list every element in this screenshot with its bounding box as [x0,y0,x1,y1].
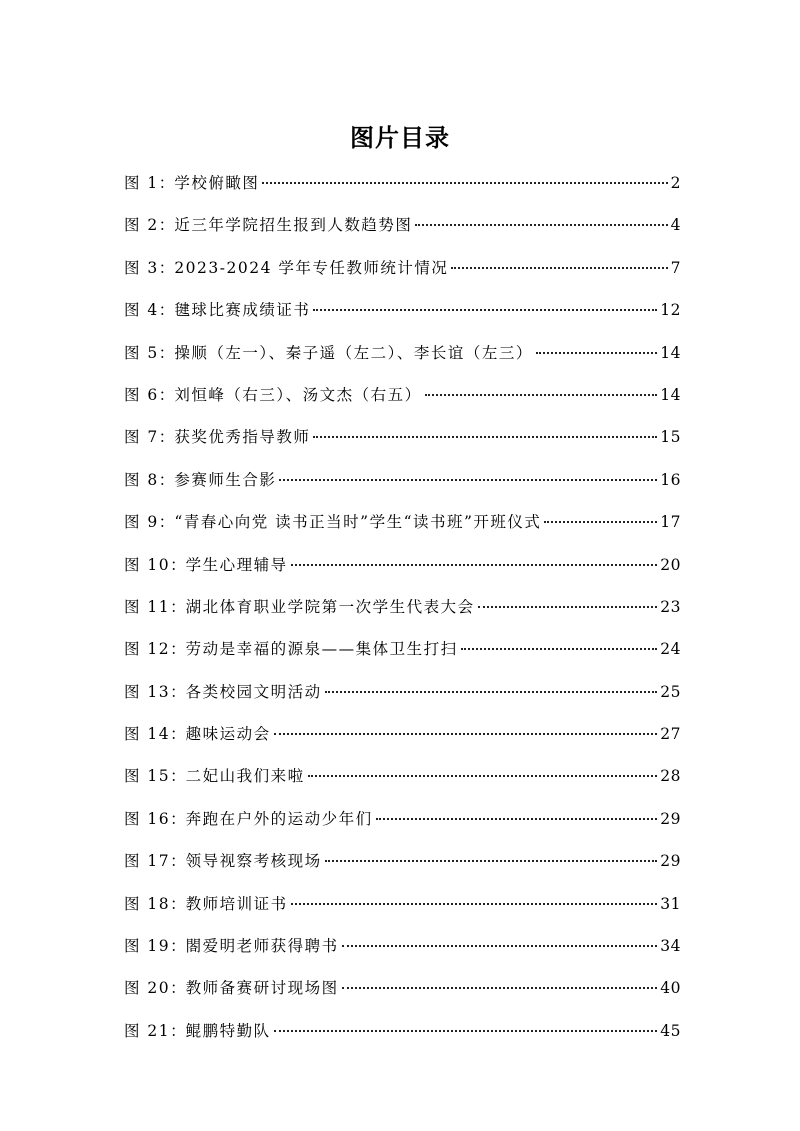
label-separator: ： [158,513,175,532]
dot-leader [308,775,658,777]
toc-entry[interactable] [124,929,681,971]
label-separator: ： [158,343,175,362]
label-separator: ： [158,174,175,192]
dot-leader [425,394,658,396]
figure-number: 图 19 [124,937,171,956]
label-separator: ： [158,385,175,404]
dot-leader [451,267,667,269]
toc-entry[interactable] [124,887,681,929]
figure-caption: 2023-2024 学年专任教师统计情况 [174,258,449,277]
figure-number: 图 5 [124,343,159,362]
toc-entry[interactable] [124,759,681,801]
page-number: 2 [670,174,681,192]
dot-leader [536,352,657,354]
toc-entry[interactable] [124,208,681,250]
label-separator: ： [170,852,186,871]
page-number: 45 [660,1021,681,1040]
figure-caption: 操顺（左一）、秦子遥（左二）、李长谊（左三） [174,343,533,362]
figure-number: 图 17 [124,852,171,871]
figure-caption: 閤爱明老师获得聘书 [185,937,339,956]
page-number: 12 [660,301,681,320]
toc-entry[interactable] [124,166,681,208]
page-number: 14 [660,385,681,404]
figure-number: 图 16 [124,809,171,828]
page-number: 31 [660,894,681,913]
dot-leader [325,691,658,693]
figure-number: 图 10 [124,555,171,574]
page-number: 17 [660,513,681,532]
figure-caption: 参赛师生合影 [174,470,277,489]
dot-leader [313,436,657,438]
toc-entry[interactable] [124,548,681,590]
figure-number: 图 4 [124,301,159,320]
toc-entry[interactable] [124,971,681,1013]
figure-caption: 获奖优秀指导教师 [174,428,311,447]
figure-number: 图 11 [124,597,171,616]
figure-number: 图 14 [124,725,171,744]
toc-entry[interactable] [124,844,681,886]
page-number: 29 [660,852,681,871]
label-separator: ： [170,597,186,616]
label-separator: ： [158,470,175,489]
label-separator: ： [158,216,175,235]
dot-leader [262,182,667,184]
toc-entry[interactable] [124,675,681,717]
page-number: 16 [660,470,681,489]
figure-caption: 学生心理辅导 [185,555,288,574]
page-number: 24 [660,640,681,659]
dot-leader [274,1030,658,1032]
toc-entry[interactable] [124,802,681,844]
figure-number: 图 15 [124,767,171,786]
figure-caption: “青春心向党 读书正当时”学生“读书班”开班仪式 [174,513,542,532]
figure-caption: 二妃山我们来啦 [185,767,305,786]
figure-caption: 湖北体育职业学院第一次学生代表大会 [185,597,475,616]
figure-number: 图 7 [124,428,159,447]
figure-toc-list [124,166,681,1056]
label-separator: ： [158,301,175,320]
dot-leader [544,521,657,523]
toc-entry[interactable] [124,632,681,674]
figure-number: 图 3 [124,258,159,277]
figure-number: 图 13 [124,682,171,701]
figure-number: 图 21 [124,1021,171,1040]
dot-leader [291,564,658,566]
figure-caption: 近三年学院招生报到人数趋势图 [174,216,413,235]
label-separator: ： [170,640,186,659]
label-separator: ： [158,428,175,447]
toc-entry[interactable] [124,463,681,505]
label-separator: ： [170,937,186,956]
label-separator: ： [158,258,175,277]
dot-leader [376,818,658,820]
toc-entry[interactable] [124,505,681,547]
page-number: 14 [660,343,681,362]
toc-entry[interactable] [124,336,681,378]
figure-caption: 趣味运动会 [185,725,271,744]
toc-entry[interactable] [124,378,681,420]
page-number: 4 [670,216,681,235]
figure-caption: 各类校园文明活动 [185,682,322,701]
toc-entry[interactable] [124,717,681,759]
figure-number: 图 8 [124,470,159,489]
figure-number: 图 1 [124,174,159,192]
dot-leader [279,479,657,481]
figure-caption: 奔跑在户外的运动少年们 [185,809,373,828]
label-separator: ： [170,979,186,998]
label-separator: ： [170,894,186,913]
figure-number: 图 2 [124,216,159,235]
toc-entry[interactable] [124,293,681,335]
page-number: 20 [660,555,681,574]
label-separator: ： [170,767,186,786]
toc-entry[interactable] [124,1014,681,1056]
toc-entry[interactable] [124,251,681,293]
toc-entry[interactable] [124,590,681,632]
page-number: 15 [660,428,681,447]
label-separator: ： [170,555,186,574]
dot-leader [478,606,658,608]
figure-caption: 学校俯瞰图 [174,174,260,192]
toc-entry[interactable] [124,420,681,462]
dot-leader [325,860,658,862]
page-number: 7 [670,258,681,277]
dot-leader [313,309,657,311]
label-separator: ： [170,725,186,744]
figure-caption: 劳动是幸福的源泉——集体卫生打扫 [185,640,458,659]
figure-caption: 领导视察考核现场 [185,852,322,871]
figure-caption: 刘恒峰（右三）、汤文杰（右五） [174,385,422,404]
figure-number: 图 18 [124,894,171,913]
dot-leader [342,945,658,947]
dot-leader [274,733,658,735]
figure-caption: 鲲鹏特勤队 [185,1021,271,1040]
figure-number: 图 6 [124,385,159,404]
page-number: 29 [660,809,681,828]
figure-number: 图 9 [124,513,159,532]
dot-leader [291,903,658,905]
figure-number: 图 12 [124,640,171,659]
label-separator: ： [170,1021,186,1040]
dot-leader [342,987,658,989]
page-title: 图片目录 [350,124,450,153]
figure-caption: 毽球比赛成绩证书 [174,301,311,320]
figure-number: 图 20 [124,979,171,998]
figure-caption: 教师培训证书 [185,894,288,913]
page-number: 34 [660,937,681,956]
figure-caption: 教师备赛研讨现场图 [185,979,339,998]
page-number: 25 [660,682,681,701]
page-number: 23 [660,597,681,616]
dot-leader [415,224,667,226]
page-number: 28 [660,767,681,786]
label-separator: ： [170,809,186,828]
dot-leader [461,648,658,650]
page-number: 40 [660,979,681,998]
page-number: 27 [660,725,681,744]
label-separator: ： [170,682,186,701]
